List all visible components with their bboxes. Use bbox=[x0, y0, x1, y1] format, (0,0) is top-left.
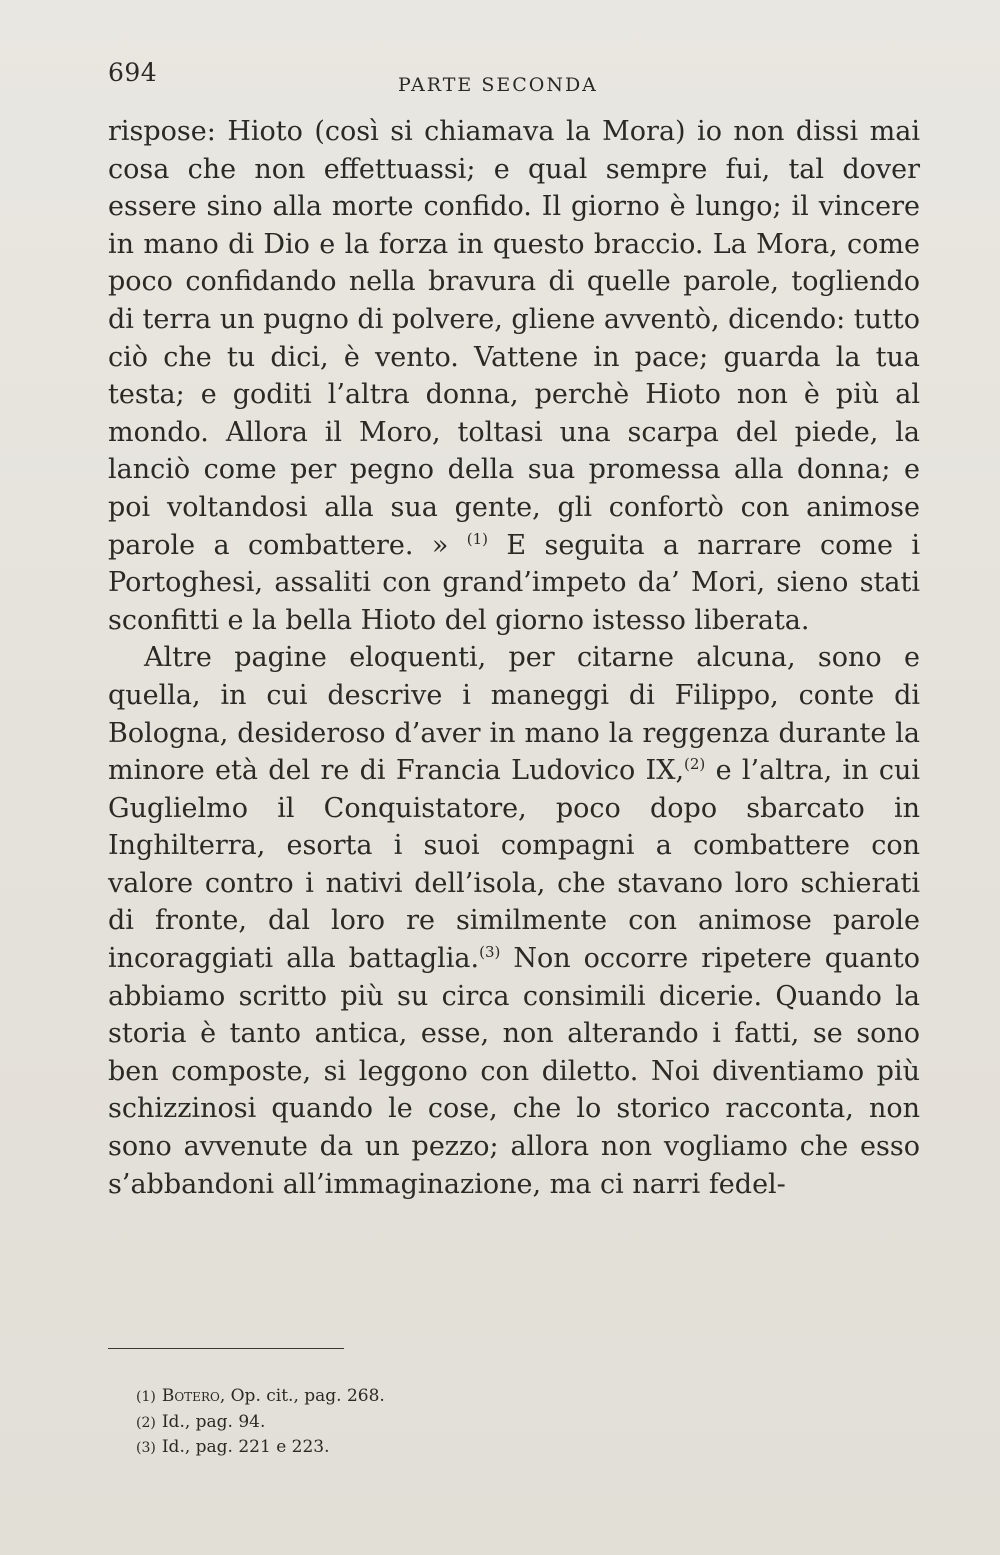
footnote-ref-3: (3) bbox=[479, 943, 501, 962]
footnote-number: (3) bbox=[136, 1440, 156, 1456]
paragraph-2 bbox=[108, 639, 920, 1203]
page-header bbox=[108, 58, 920, 98]
footnote-text: Id., pag. 221 e 223. bbox=[161, 1437, 330, 1457]
paragraph-1-text-a: rispose: Hioto (così si chiamava la Mora) io non dissi mai cosa che non effettuassi; e qual sempre fui, tal dover essere sino alla morte confido. Il giorno è lungo; il vincere in mano di Dio e la forza in questo braccio. La Mora, come poco confidando nella bravura di quelle parole, togliendo di terra un pugno di polvere, gliene avventò, dicendo: tutto ciò che tu dici, è vento. Vattene in pace; guarda la tua testa; e goditi l’altra donna, perchè Hioto non è più al mondo. Allora il Moro, toltasi una scarpa del piede, la lanciò come per pegno della sua promessa alla donna; e poi voltandosi alla sua gente, gli confortò con animose parole a combattere. » bbox=[108, 116, 920, 561]
footnote-number: (1) bbox=[136, 1389, 156, 1405]
footnote-ref-2: (2) bbox=[684, 755, 706, 774]
footnote-text: Id., pag. 94. bbox=[161, 1411, 266, 1432]
footnote-rule bbox=[108, 1348, 344, 1349]
paragraph-1-text-b: E seguita a narrare come i Portoghesi, assaliti con grand’impeto da’ Mori, sieno stati sconfitti e la bella Hioto del giorno istesso liberata. bbox=[108, 529, 920, 636]
body-text bbox=[108, 113, 920, 1203]
footnote-1 bbox=[136, 1384, 736, 1410]
footnotes bbox=[136, 1384, 736, 1461]
footnote-3 bbox=[136, 1435, 736, 1461]
footnote-author: Botero bbox=[161, 1386, 220, 1406]
footnote-ref-1: (1) bbox=[466, 529, 489, 548]
paragraph-2-text-a: Altre pagine eloquenti, per citarne alcuna, sono e quella, in cui descrive i maneggi di Filippo, conte di Bologna, desideroso d’aver in mano la reggenza durante la minore età del re di Francia Ludovico IX, bbox=[108, 642, 920, 787]
page-number: 694 bbox=[108, 58, 158, 87]
footnote-text: , Op. cit., pag. 268. bbox=[219, 1386, 385, 1406]
paragraph-1 bbox=[108, 113, 920, 639]
paragraph-2-text-c: Non occorre ripetere quanto abbiamo scritto più su circa consimili dicerie. Quando la storia è tanto antica, esse, non alterando i fatti, se sono ben composte, si leggono con diletto. Noi diventiamo più schizzinosi quando le cose, che lo storico racconta, non sono avvenute da un pezzo; allora non vogliamo che esso s’abbandoni all’immaginazione, ma ci narri fedel- bbox=[108, 943, 920, 1200]
paragraph-2-text-b: e l’altra, in cui Guglielmo il Conquistatore, poco dopo sbarcato in Inghilterra, esorta i suoi compagni a combattere con valore contro i nativi dell’isola, che stavano loro schierati di fronte, dal loro re similmente con animose parole incoraggiati alla battaglia. bbox=[108, 755, 920, 975]
running-head: PARTE SECONDA bbox=[398, 74, 598, 96]
footnote-number: (2) bbox=[136, 1414, 156, 1431]
footnote-2 bbox=[136, 1410, 736, 1436]
